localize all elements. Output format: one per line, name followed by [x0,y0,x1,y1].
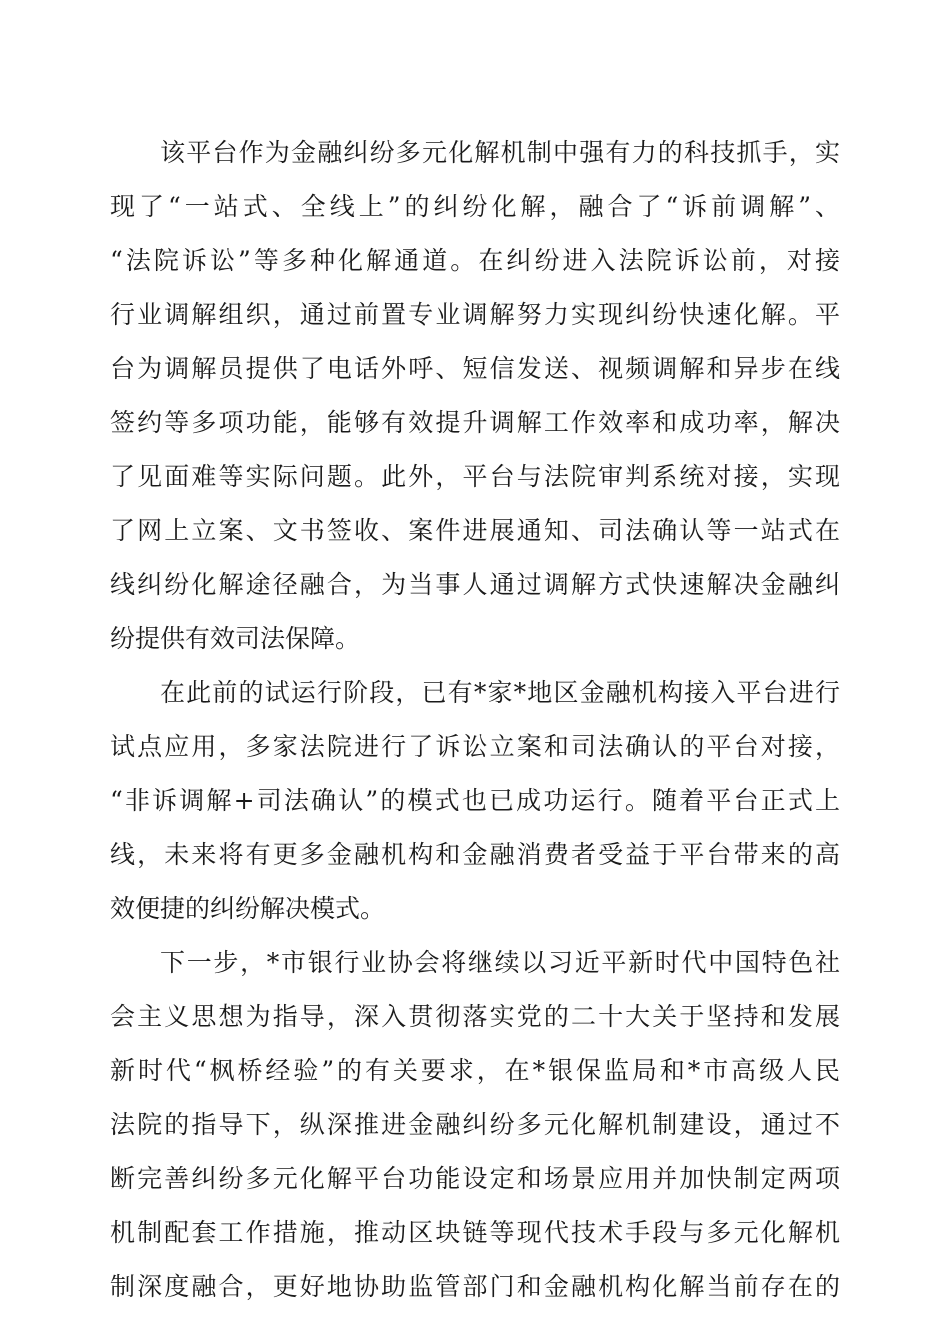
paragraph-3-line-2: 会主义思想为指导，深入贯彻落实党的二十大关于坚持和发展 [110,1002,840,1031]
paragraph-3-line-3: 新时代“枫桥经验”的有关要求，在*银保监局和*市高级人民 [110,1056,840,1085]
paragraph-3-line-6: 机制配套工作措施，推动区块链等现代技术手段与多元化解机 [110,1218,840,1247]
paragraph-1-line-8: 了网上立案、文书签收、案件进展通知、司法确认等一站式在 [110,516,840,545]
paragraph-1-line-6: 签约等多项功能，能够有效提升调解工作效率和成功率，解决 [110,408,840,437]
paragraph-1-line-5: 台为调解员提供了电话外呼、短信发送、视频调解和异步在线 [110,354,840,383]
paragraph-2-line-2: 试点应用，多家法院进行了诉讼立案和司法确认的平台对接， [110,732,840,761]
paragraph-2-line-3: “非诉调解+司法确认”的模式也已成功运行。随着平台正式上 [110,786,840,815]
paragraph-1-line-4: 行业调解组织，通过前置专业调解努力实现纠纷快速化解。平 [110,300,840,329]
paragraph-2-line-1: 在此前的试运行阶段，已有*家*地区金融机构接入平台进行 [160,678,840,707]
paragraph-1-line-7: 了见面难等实际问题。此外，平台与法院审判系统对接，实现 [110,462,840,491]
paragraph-2-line-4: 线，未来将有更多金融机构和金融消费者受益于平台带来的高 [110,840,840,869]
paragraph-3-line-7: 制深度融合，更好地协助监管部门和金融机构化解当前存在的 [110,1272,840,1301]
paragraph-1-line-3: “法院诉讼”等多种化解通道。在纠纷进入法院诉讼前，对接 [110,246,840,275]
paragraph-3-line-1: 下一步，*市银行业协会将继续以习近平新时代中国特色社 [160,948,840,977]
paragraph-1-line-1: 该平台作为金融纠纷多元化解机制中强有力的科技抓手，实 [160,138,840,167]
paragraph-2-line-5: 效便捷的纠纷解决模式。 [110,894,386,923]
document-body [110,126,840,1314]
paragraph-3-line-4: 法院的指导下，纵深推进金融纠纷多元化解机制建设，通过不 [110,1110,840,1139]
paragraph-3-line-5: 断完善纠纷多元化解平台功能设定和场景应用并加快制定两项 [110,1164,840,1193]
paragraph-1-line-10: 纷提供有效司法保障。 [110,624,361,653]
paragraph-1-line-2: 现了“一站式、全线上”的纠纷化解，融合了“诉前调解”、 [110,192,840,221]
paragraph-1-line-9: 线纠纷化解途径融合，为当事人通过调解方式快速解决金融纠 [110,570,840,599]
